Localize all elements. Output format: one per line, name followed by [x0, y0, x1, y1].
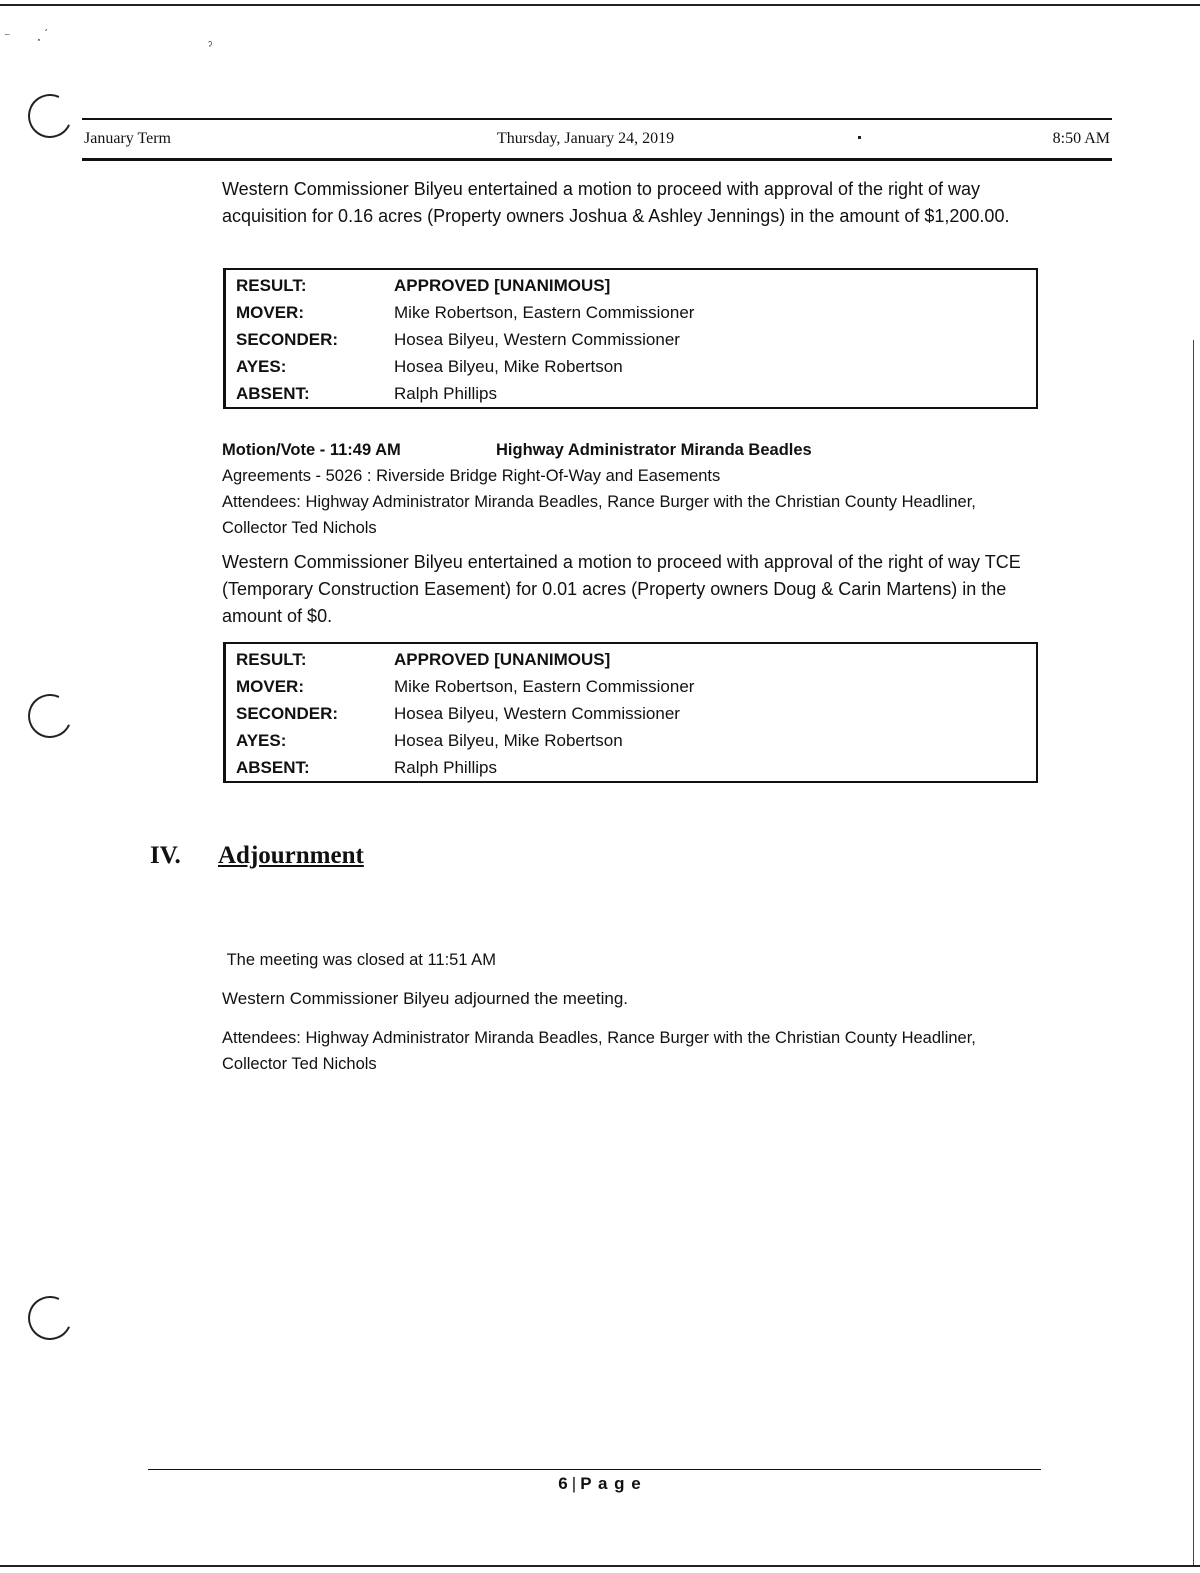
vote-label: RESULT: [236, 650, 307, 669]
vote-label: SECONDER: [236, 330, 339, 349]
scan-speck: ⸼ ˊ [38, 27, 49, 41]
motion-vote-label: Motion/Vote - 11:49 AM [222, 441, 401, 459]
vote-row-seconder [226, 700, 1036, 727]
vote-row-mover [226, 673, 1036, 700]
motion2-info [222, 437, 1042, 541]
header-rule-top [82, 118, 1112, 120]
header-term: January Term [84, 130, 171, 147]
section-title: Adjournment [218, 842, 364, 869]
header-date: Thursday, January 24, 2019 [497, 130, 675, 147]
vote-value: Hosea Bilyeu, Mike Robertson [394, 731, 623, 750]
vote-row-absent [226, 754, 1036, 781]
vote-row-ayes [226, 727, 1036, 754]
header-rule-bottom [82, 158, 1112, 161]
motion2-heading [222, 437, 1042, 463]
punch-hole-icon [22, 688, 78, 744]
vote-label: ABSENT: [236, 384, 310, 403]
motion-presenter: Highway Administrator Miranda Beadles [496, 441, 812, 459]
scan-edge-top [0, 4, 1200, 6]
attendees-line: Attendees: Highway Administrator Miranda Beadles, Rance Burger with the Christian County Headliner, Collector Ted Nichols [222, 1029, 976, 1073]
vote-row-seconder [226, 326, 1036, 353]
vote-row-result [226, 272, 1036, 299]
motion1-text: Western Commissioner Bilyeu entertained a motion to proceed with approval of the right of way acquisition for 0.16 acres (Property owners Joshua & Ashley Jennings) in the amount of $1,200.00. [222, 179, 1010, 226]
vote-value: Hosea Bilyeu, Mike Robertson [394, 357, 623, 376]
scan-speck [858, 136, 861, 139]
motion2-text: Western Commissioner Bilyeu entertained a motion to proceed with approval of the right of way TCE (Temporary Construction Easement) for 0.01 acres (Property owners Doug & Carin Martens) in the amount of $0. [222, 552, 1021, 626]
vote-value: APPROVED [UNANIMOUS] [394, 650, 611, 669]
vote-label: SECONDER: [236, 704, 339, 723]
closed-line: The meeting was closed at 11:51 AM [222, 951, 496, 969]
vote-row-result [226, 646, 1036, 673]
vote-value: Ralph Phillips [394, 384, 497, 403]
vote-table-2 [223, 642, 1038, 783]
attendees-line: Attendees: Highway Administrator Miranda Beadles, Rance Burger with the Christian County Headliner, Collector Ted Nichols [222, 493, 976, 537]
scan-edge-bottom [0, 1565, 1200, 1567]
scan-edge-right [1193, 340, 1194, 1565]
section-number: IV. [150, 842, 181, 869]
vote-label: MOVER: [236, 677, 304, 696]
punch-hole-icon [22, 88, 78, 144]
vote-label: AYES: [236, 731, 287, 750]
scan-speck: ⁻ [4, 29, 11, 43]
agreements-line: Agreements - 5026 : Riverside Bridge Right-Of-Way and Easements [222, 467, 721, 485]
footer-rule [148, 1469, 1041, 1470]
scan-speck: ˀ [208, 39, 213, 53]
vote-value: Mike Robertson, Eastern Commissioner [394, 303, 695, 322]
header-time: 8:50 AM [1052, 130, 1110, 147]
page-footer [0, 1474, 1200, 1494]
closing-line: Western Commissioner Bilyeu adjourned the meeting. [222, 989, 628, 1008]
vote-value: Hosea Bilyeu, Western Commissioner [394, 704, 680, 723]
vote-label: MOVER: [236, 303, 304, 322]
vote-row-ayes [226, 353, 1036, 380]
page-separator: | [571, 1474, 578, 1493]
vote-value: Mike Robertson, Eastern Commissioner [394, 677, 695, 696]
section-heading [150, 842, 364, 870]
vote-row-absent [226, 380, 1036, 407]
vote-label: ABSENT: [236, 758, 310, 777]
page-word: P a g e [580, 1474, 642, 1493]
vote-value: Hosea Bilyeu, Western Commissioner [394, 330, 680, 349]
punch-hole-icon [22, 1290, 78, 1346]
vote-label: RESULT: [236, 276, 307, 295]
vote-value: APPROVED [UNANIMOUS] [394, 276, 611, 295]
vote-label: AYES: [236, 357, 287, 376]
page-number: 6 [558, 1474, 569, 1493]
vote-value: Ralph Phillips [394, 758, 497, 777]
vote-row-mover [226, 299, 1036, 326]
vote-table-1 [223, 268, 1038, 409]
